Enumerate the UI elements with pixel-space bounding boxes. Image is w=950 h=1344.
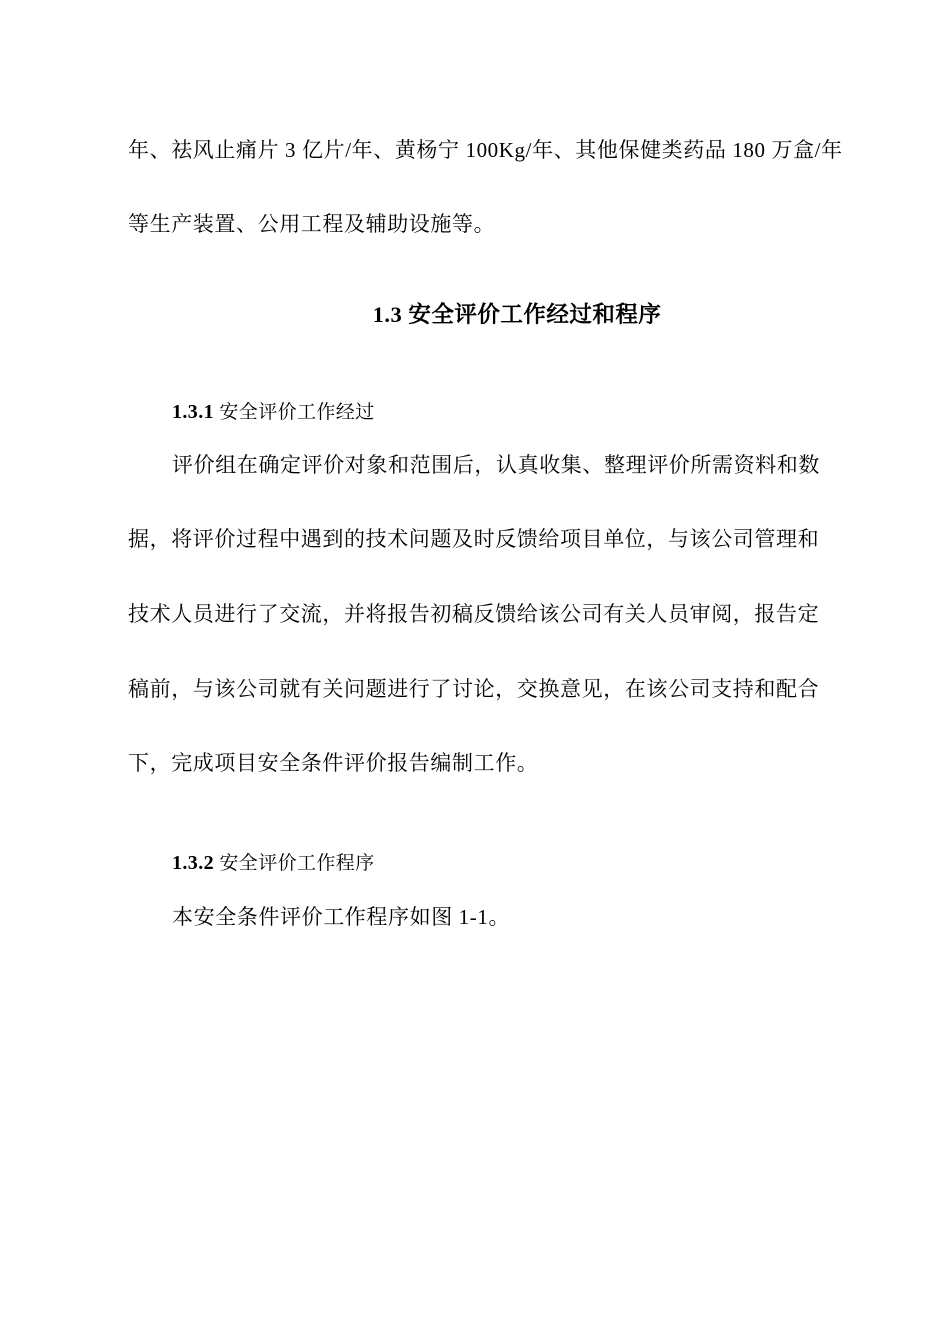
subsection-heading-1-3-2: [172, 849, 375, 877]
paragraph-line: 稿前，与该公司就有关问题进行了讨论，交换意见，在该公司支持和配合: [128, 677, 820, 701]
paragraph-line: 下，完成项目安全条件评价报告编制工作。: [128, 751, 539, 775]
paragraph-line: 技术人员进行了交流，并将报告初稿反馈给该公司有关人员审阅，报告定: [128, 602, 820, 626]
subsection-title-text: 安全评价工作经过: [219, 401, 375, 423]
subsection-number: 1.3.2: [172, 852, 214, 874]
subsection-heading-1-3-1: [172, 398, 375, 426]
subsection-title-text: 安全评价工作程序: [219, 852, 375, 874]
paragraph-line: 年、祛风止痛片 3 亿片/年、黄杨宁 100Kg/年、其他保健类药品 180 万盒/年: [128, 138, 843, 162]
paragraph-line: 评价组在确定评价对象和范围后，认真收集、整理评价所需资料和数: [172, 453, 820, 477]
paragraph-line: 本安全条件评价工作程序如图 1-1。: [172, 905, 511, 929]
paragraph-line: 据，将评价过程中遇到的技术问题及时反馈给项目单位，与该公司管理和: [128, 527, 820, 551]
paragraph-line: 等生产装置、公用工程及辅助设施等。: [128, 212, 496, 236]
section-heading: 1.3 安全评价工作经过和程序: [372, 302, 662, 327]
subsection-number: 1.3.1: [172, 401, 214, 423]
